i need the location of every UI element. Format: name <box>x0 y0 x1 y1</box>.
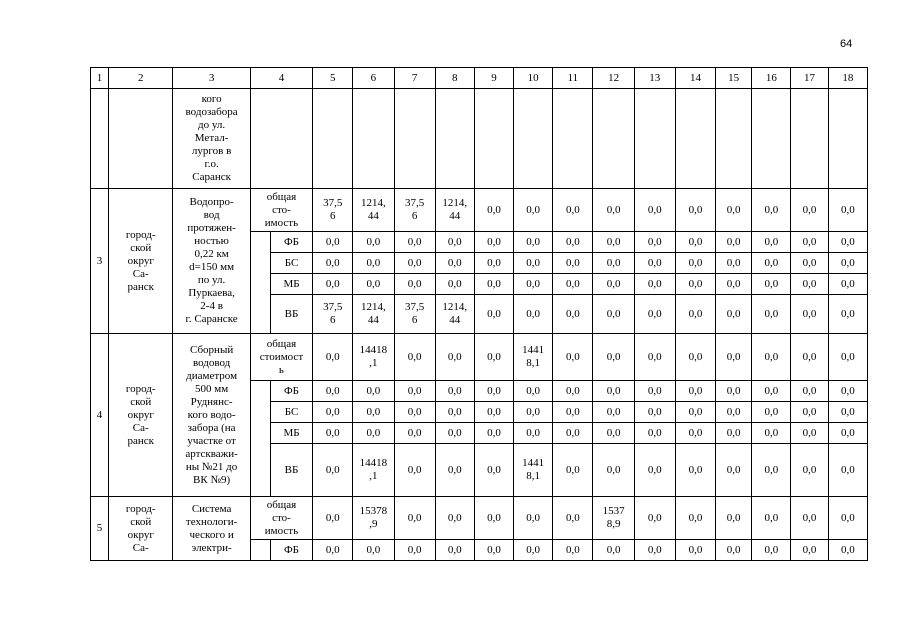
value-cell: 0,0 <box>593 253 634 274</box>
value-cell: 0,0 <box>435 274 474 295</box>
value-cell: 0,0 <box>791 444 828 497</box>
header-cell: 10 <box>514 68 553 89</box>
value-cell: 0,0 <box>791 274 828 295</box>
value-cell: 0,0 <box>828 253 867 274</box>
value-cell: 0,0 <box>634 189 675 232</box>
value-cell: 0,0 <box>752 334 791 381</box>
value-cell: 0,0 <box>394 253 435 274</box>
value-cell: 0,0 <box>313 497 353 540</box>
value-cell <box>474 89 513 189</box>
header-cell: 8 <box>435 68 474 89</box>
value-cell: 0,0 <box>634 423 675 444</box>
value-cell: 0,0 <box>474 274 513 295</box>
funding-source-cell: ВБ <box>270 444 312 497</box>
value-cell: 0,0 <box>474 253 513 274</box>
value-cell: 0,0 <box>593 334 634 381</box>
value-cell: 0,0 <box>435 402 474 423</box>
value-cell: 0,0 <box>828 274 867 295</box>
value-cell: 0,0 <box>593 402 634 423</box>
value-cell: 0,0 <box>474 334 513 381</box>
value-cell: 0,0 <box>313 232 353 253</box>
value-cell: 0,0 <box>553 189 593 232</box>
value-cell: 0,0 <box>752 274 791 295</box>
value-cell: 0,0 <box>553 232 593 253</box>
value-cell: 0,0 <box>791 381 828 402</box>
value-cell: 0,0 <box>791 295 828 334</box>
value-cell: 0,0 <box>675 381 715 402</box>
value-cell: 0,0 <box>474 189 513 232</box>
page-number: 64 <box>840 38 853 50</box>
value-cell: 0,0 <box>474 540 513 561</box>
value-cell: 0,0 <box>435 253 474 274</box>
value-cell: 0,0 <box>394 423 435 444</box>
value-cell: 37,5 6 <box>313 189 353 232</box>
description-cell: Система технологи- ческого и электри- <box>173 497 250 561</box>
value-cell: 0,0 <box>634 274 675 295</box>
table-row <box>91 334 868 381</box>
value-cell: 0,0 <box>675 334 715 381</box>
value-cell: 0,0 <box>514 232 553 253</box>
row-number-cell: 5 <box>91 497 109 561</box>
value-cell: 0,0 <box>553 423 593 444</box>
value-cell: 0,0 <box>828 295 867 334</box>
funding-source-cell: ФБ <box>270 381 312 402</box>
value-cell: 0,0 <box>791 423 828 444</box>
value-cell: 0,0 <box>828 444 867 497</box>
value-cell: 0,0 <box>791 402 828 423</box>
header-cell: 14 <box>675 68 715 89</box>
value-cell <box>553 89 593 189</box>
value-cell: 0,0 <box>634 295 675 334</box>
in-that-number-label <box>250 381 270 497</box>
value-cell: 0,0 <box>675 274 715 295</box>
value-cell: 0,0 <box>593 444 634 497</box>
value-cell: 0,0 <box>791 189 828 232</box>
value-cell: 0,0 <box>634 381 675 402</box>
value-cell: 0,0 <box>716 402 752 423</box>
value-cell: 0,0 <box>675 232 715 253</box>
value-cell: 0,0 <box>394 334 435 381</box>
header-cell: 16 <box>752 68 791 89</box>
table-row <box>91 189 868 232</box>
value-cell: 0,0 <box>474 402 513 423</box>
value-cell: 0,0 <box>828 189 867 232</box>
value-cell: 0,0 <box>675 402 715 423</box>
value-cell: 0,0 <box>553 334 593 381</box>
header-cell: 3 <box>173 68 250 89</box>
value-cell: 0,0 <box>313 253 353 274</box>
value-cell: 0,0 <box>716 253 752 274</box>
value-cell: 15378 ,9 <box>353 497 394 540</box>
value-cell: 0,0 <box>553 295 593 334</box>
value-cell: 0,0 <box>634 232 675 253</box>
value-cell: 0,0 <box>313 444 353 497</box>
value-cell: 0,0 <box>353 253 394 274</box>
value-cell <box>313 89 353 189</box>
header-cell: 12 <box>593 68 634 89</box>
value-cell: 0,0 <box>634 402 675 423</box>
value-cell: 1214, 44 <box>353 295 394 334</box>
value-cell: 0,0 <box>593 381 634 402</box>
value-cell: 0,0 <box>514 381 553 402</box>
value-cell: 0,0 <box>313 334 353 381</box>
value-cell: 0,0 <box>716 232 752 253</box>
value-cell <box>353 89 394 189</box>
value-cell: 0,0 <box>752 423 791 444</box>
value-cell: 0,0 <box>752 497 791 540</box>
funding-source-cell: ФБ <box>270 540 312 561</box>
value-cell: 0,0 <box>353 402 394 423</box>
place-cell <box>109 89 173 189</box>
table-row <box>91 89 868 189</box>
value-cell: 0,0 <box>752 232 791 253</box>
value-cell: 0,0 <box>474 497 513 540</box>
funding-source-cell: ФБ <box>270 232 312 253</box>
value-cell: 1214, 44 <box>435 189 474 232</box>
row-number-cell <box>91 89 109 189</box>
value-cell: 0,0 <box>675 295 715 334</box>
indicator-cell <box>250 89 312 189</box>
value-cell: 0,0 <box>828 232 867 253</box>
value-cell: 0,0 <box>791 540 828 561</box>
value-cell: 0,0 <box>716 444 752 497</box>
value-cell: 0,0 <box>716 189 752 232</box>
value-cell: 0,0 <box>553 381 593 402</box>
value-cell: 0,0 <box>752 444 791 497</box>
value-cell: 0,0 <box>553 497 593 540</box>
value-cell: 0,0 <box>791 334 828 381</box>
header-cell: 1 <box>91 68 109 89</box>
value-cell: 0,0 <box>553 540 593 561</box>
funding-source-cell: МБ <box>270 423 312 444</box>
value-cell: 0,0 <box>675 444 715 497</box>
value-cell: 37,5 6 <box>394 295 435 334</box>
value-cell <box>675 89 715 189</box>
value-cell: 0,0 <box>474 381 513 402</box>
header-cell: 15 <box>716 68 752 89</box>
row-number-cell: 4 <box>91 334 109 497</box>
value-cell: 0,0 <box>394 497 435 540</box>
value-cell: 0,0 <box>634 540 675 561</box>
value-cell: 0,0 <box>435 444 474 497</box>
header-cell: 13 <box>634 68 675 89</box>
in-that-number-label <box>250 232 270 334</box>
place-cell: город- ской округ Са- ранск <box>109 334 173 497</box>
value-cell: 0,0 <box>828 497 867 540</box>
table-row <box>91 497 868 540</box>
value-cell: 1214, 44 <box>435 295 474 334</box>
header-cell: 9 <box>474 68 513 89</box>
place-cell: город- ской округ Са- <box>109 497 173 561</box>
value-cell: 0,0 <box>634 497 675 540</box>
value-cell: 0,0 <box>514 423 553 444</box>
value-cell: 0,0 <box>791 253 828 274</box>
value-cell: 0,0 <box>828 540 867 561</box>
value-cell: 0,0 <box>791 232 828 253</box>
funding-source-cell: ВБ <box>270 295 312 334</box>
description-cell: Водопро- вод протяжен- ностью 0,22 км d=150 мм по ул. Пуркаева, 2-4 в г. Саранске <box>173 189 250 334</box>
value-cell: 0,0 <box>716 274 752 295</box>
value-cell: 0,0 <box>514 295 553 334</box>
value-cell: 0,0 <box>514 253 553 274</box>
value-cell: 0,0 <box>514 402 553 423</box>
value-cell: 0,0 <box>716 497 752 540</box>
value-cell: 1214, 44 <box>353 189 394 232</box>
value-cell: 0,0 <box>514 540 553 561</box>
value-cell <box>828 89 867 189</box>
value-cell: 0,0 <box>474 444 513 497</box>
indicator-label-cell: общая сто- имость <box>250 497 312 540</box>
value-cell: 0,0 <box>593 295 634 334</box>
value-cell: 0,0 <box>514 274 553 295</box>
header-cell: 4 <box>250 68 312 89</box>
value-cell: 0,0 <box>634 253 675 274</box>
value-cell: 0,0 <box>435 497 474 540</box>
value-cell: 0,0 <box>634 444 675 497</box>
value-cell: 0,0 <box>394 274 435 295</box>
header-cell: 17 <box>791 68 828 89</box>
value-cell: 0,0 <box>394 232 435 253</box>
header-cell: 18 <box>828 68 867 89</box>
value-cell: 0,0 <box>394 381 435 402</box>
funding-source-cell: БС <box>270 253 312 274</box>
value-cell: 0,0 <box>313 423 353 444</box>
value-cell <box>394 89 435 189</box>
value-cell: 0,0 <box>353 381 394 402</box>
value-cell: 0,0 <box>716 334 752 381</box>
value-cell: 0,0 <box>353 540 394 561</box>
value-cell: 0,0 <box>752 295 791 334</box>
value-cell: 0,0 <box>716 423 752 444</box>
value-cell: 0,0 <box>435 540 474 561</box>
indicator-label-cell: общая сто- имость <box>250 189 312 232</box>
value-cell: 0,0 <box>394 540 435 561</box>
value-cell: 0,0 <box>474 295 513 334</box>
value-cell: 0,0 <box>675 497 715 540</box>
value-cell <box>435 89 474 189</box>
header-cell: 6 <box>353 68 394 89</box>
value-cell: 0,0 <box>435 232 474 253</box>
value-cell: 0,0 <box>474 423 513 444</box>
description-cell: кого водозабора до ул. Метал- лургов в г.о. Саранск <box>173 89 250 189</box>
value-cell: 0,0 <box>553 402 593 423</box>
value-cell <box>593 89 634 189</box>
budget-table <box>90 67 868 561</box>
header-cell: 7 <box>394 68 435 89</box>
value-cell: 14418 ,1 <box>353 444 394 497</box>
funding-source-cell: МБ <box>270 274 312 295</box>
value-cell: 0,0 <box>716 381 752 402</box>
value-cell: 0,0 <box>716 295 752 334</box>
value-cell <box>716 89 752 189</box>
value-cell: 0,0 <box>593 274 634 295</box>
value-cell: 0,0 <box>675 540 715 561</box>
value-cell: 0,0 <box>593 189 634 232</box>
value-cell: 1441 8,1 <box>514 334 553 381</box>
value-cell: 0,0 <box>514 189 553 232</box>
value-cell: 0,0 <box>828 402 867 423</box>
value-cell: 37,5 6 <box>394 189 435 232</box>
value-cell: 0,0 <box>474 232 513 253</box>
value-cell <box>791 89 828 189</box>
value-cell: 0,0 <box>828 423 867 444</box>
value-cell: 0,0 <box>675 253 715 274</box>
value-cell: 37,5 6 <box>313 295 353 334</box>
funding-source-cell: БС <box>270 402 312 423</box>
value-cell: 0,0 <box>353 423 394 444</box>
value-cell: 0,0 <box>394 444 435 497</box>
value-cell: 0,0 <box>435 334 474 381</box>
indicator-label-cell: общая стоимост ь <box>250 334 312 381</box>
value-cell: 1537 8,9 <box>593 497 634 540</box>
value-cell: 0,0 <box>593 540 634 561</box>
header-cell: 2 <box>109 68 173 89</box>
value-cell: 0,0 <box>593 232 634 253</box>
row-number-cell: 3 <box>91 189 109 334</box>
value-cell: 0,0 <box>435 423 474 444</box>
header-cell: 11 <box>553 68 593 89</box>
value-cell: 0,0 <box>828 334 867 381</box>
value-cell: 0,0 <box>313 540 353 561</box>
value-cell: 0,0 <box>593 423 634 444</box>
value-cell: 0,0 <box>514 497 553 540</box>
value-cell: 0,0 <box>752 253 791 274</box>
value-cell <box>514 89 553 189</box>
value-cell: 0,0 <box>553 444 593 497</box>
description-cell: Сборный водовод диаметром 500 мм Руднянс- кого водо- забора (на участке от артскважи- ны №21 до ВК №9) <box>173 334 250 497</box>
value-cell: 0,0 <box>675 189 715 232</box>
value-cell: 0,0 <box>634 334 675 381</box>
value-cell: 0,0 <box>353 274 394 295</box>
value-cell: 0,0 <box>553 253 593 274</box>
value-cell: 0,0 <box>828 381 867 402</box>
value-cell <box>752 89 791 189</box>
value-cell: 0,0 <box>353 232 394 253</box>
value-cell: 0,0 <box>313 274 353 295</box>
value-cell: 0,0 <box>675 423 715 444</box>
value-cell: 0,0 <box>313 381 353 402</box>
in-that-number-label <box>250 540 270 561</box>
value-cell: 0,0 <box>313 402 353 423</box>
value-cell: 0,0 <box>752 189 791 232</box>
value-cell: 14418 ,1 <box>353 334 394 381</box>
value-cell: 0,0 <box>791 497 828 540</box>
value-cell: 0,0 <box>752 402 791 423</box>
header-row <box>91 68 868 89</box>
place-cell: город- ской округ Са- ранск <box>109 189 173 334</box>
value-cell: 0,0 <box>435 381 474 402</box>
value-cell <box>634 89 675 189</box>
value-cell: 1441 8,1 <box>514 444 553 497</box>
value-cell: 0,0 <box>394 402 435 423</box>
value-cell: 0,0 <box>752 381 791 402</box>
value-cell: 0,0 <box>553 274 593 295</box>
value-cell: 0,0 <box>752 540 791 561</box>
value-cell: 0,0 <box>716 540 752 561</box>
header-cell: 5 <box>313 68 353 89</box>
